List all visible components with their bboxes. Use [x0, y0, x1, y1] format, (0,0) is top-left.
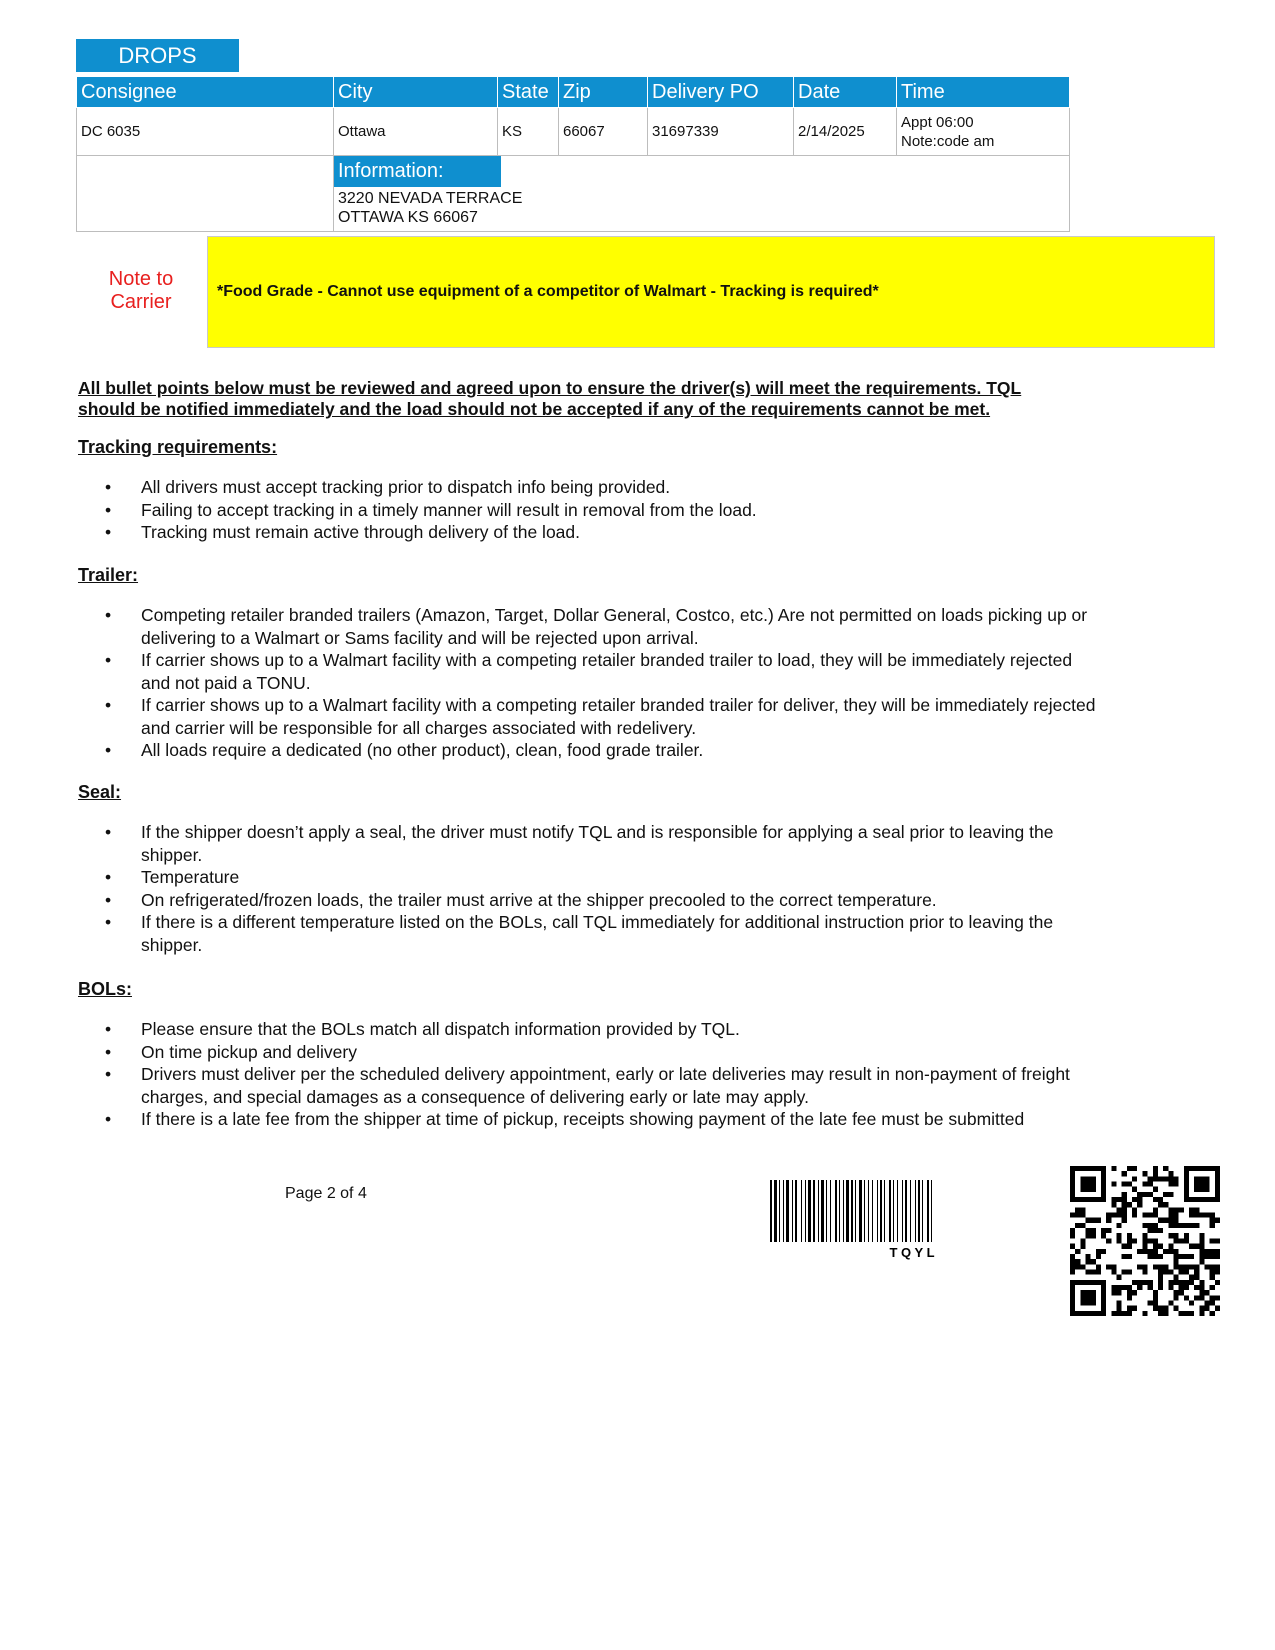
section-tracking — [78, 436, 1098, 544]
information-cell — [334, 156, 1070, 232]
header-time: Time — [897, 77, 1070, 108]
address-line-2: OTTAWA KS 66067 — [338, 209, 478, 226]
list-item: • If there is a different temperature listed on the BOLs, call TQL immediately for additional instruction prior to leaving the shipper. — [105, 912, 1054, 955]
information-row — [77, 156, 1070, 232]
bullet-list — [78, 1018, 1098, 1131]
header-zip: Zip — [559, 77, 648, 108]
list-item: • Drivers must deliver per the scheduled delivery appointment, early or late deliveries may result in non-payment of freight charges, and special damages as a consequence of delivering early or late may apply. — [105, 1064, 1070, 1107]
note-label-line-2: Carrier — [110, 291, 172, 313]
list-item: • Tracking must remain active through delivery of the load. — [105, 522, 581, 542]
list-item: • Temperature — [105, 867, 240, 887]
time-appt: Appt 06:00 — [901, 113, 974, 131]
section-bols — [78, 978, 1098, 1131]
header-city: City — [334, 77, 498, 108]
list-item: • Failing to accept tracking in a timely manner will result in removal from the load. — [105, 499, 757, 520]
note-to-carrier-label — [86, 268, 196, 314]
information-label: Information: — [334, 156, 501, 187]
cell-zip: 66067 — [559, 108, 648, 156]
barcode-icon — [770, 1180, 1055, 1260]
list-item: • If the shipper doesn’t apply a seal, the driver must notify TQL and is responsible for applying a seal prior to leaving the shipper. — [105, 822, 1054, 865]
list-item: • If carrier shows up to a Walmart facility with a competing retailer branded trailer to load, they will be immediately rejected and not paid a TONU. — [105, 650, 1073, 693]
table-row — [77, 108, 1070, 156]
section-seal — [78, 781, 1098, 956]
cell-state: KS — [498, 108, 559, 156]
drops-title: DROPS — [76, 39, 239, 72]
address-line-1: 3220 NEVADA TERRACE — [338, 190, 523, 207]
qr-code-icon — [1070, 1166, 1220, 1316]
cell-date: 2/14/2025 — [794, 108, 897, 156]
section-title: BOLs: — [78, 979, 132, 999]
page-number: Page 2 of 4 — [285, 1185, 367, 1202]
note-label-line-1: Note to — [108, 268, 174, 290]
list-item: • All drivers must accept tracking prior to dispatch info being provided. — [105, 477, 671, 497]
section-title: Seal: — [78, 782, 122, 802]
cell-time — [897, 108, 1070, 156]
cell-city: Ottawa — [334, 108, 498, 156]
drops-table — [76, 76, 1070, 232]
empty-cell — [77, 156, 334, 232]
list-item: • On time pickup and delivery — [105, 1041, 357, 1062]
list-item: • If there is a late fee from the shipper at time of pickup, receipts showing payment of the late fee must be submitted — [105, 1109, 1025, 1129]
section-title: Tracking requirements: — [78, 437, 278, 457]
bullet-list — [78, 476, 1098, 544]
section-trailer — [78, 564, 1098, 762]
header-state: State — [498, 77, 559, 108]
time-note: Note:code am — [901, 132, 995, 150]
header-delivery-po: Delivery PO — [648, 77, 794, 108]
table-header-row — [77, 77, 1070, 108]
requirements-intro: All bullet points below must be reviewed and agreed upon to ensure the driver(s) will meet the requirements. TQL should be notified immediately and the load should not be accepted if any of the requirements cannot be met. — [78, 378, 1022, 419]
list-item: • Please ensure that the BOLs match all dispatch information provided by TQL. — [105, 1019, 740, 1039]
note-to-carrier-box: *Food Grade - Cannot use equipment of a competitor of Walmart - Tracking is required* — [207, 236, 1215, 348]
section-title: Trailer: — [78, 565, 139, 585]
header-date: Date — [794, 77, 897, 108]
cell-consignee: DC 6035 — [77, 108, 334, 156]
cell-delivery-po: 31697339 — [648, 108, 794, 156]
bullet-list — [78, 604, 1098, 762]
list-item: • All loads require a dedicated (no other product), clean, food grade trailer. — [105, 740, 704, 760]
list-item: • If carrier shows up to a Walmart facility with a competing retailer branded trailer for deliver, they will be immediately rejected and carrier will be responsible for all charges associated with redelivery. — [105, 695, 1096, 738]
barcode-text: T Q Y L — [889, 1245, 935, 1260]
bullet-list — [78, 821, 1098, 956]
header-consignee: Consignee — [77, 77, 334, 108]
list-item: • Competing retailer branded trailers (Amazon, Target, Dollar General, Costco, etc.) Are not permitted on loads picking up or delivering to a Walmart or Sams facility and will be rejected upon arrival. — [105, 605, 1088, 648]
list-item: • On refrigerated/frozen loads, the trailer must arrive at the shipper precooled to the correct temperature. — [105, 889, 937, 910]
